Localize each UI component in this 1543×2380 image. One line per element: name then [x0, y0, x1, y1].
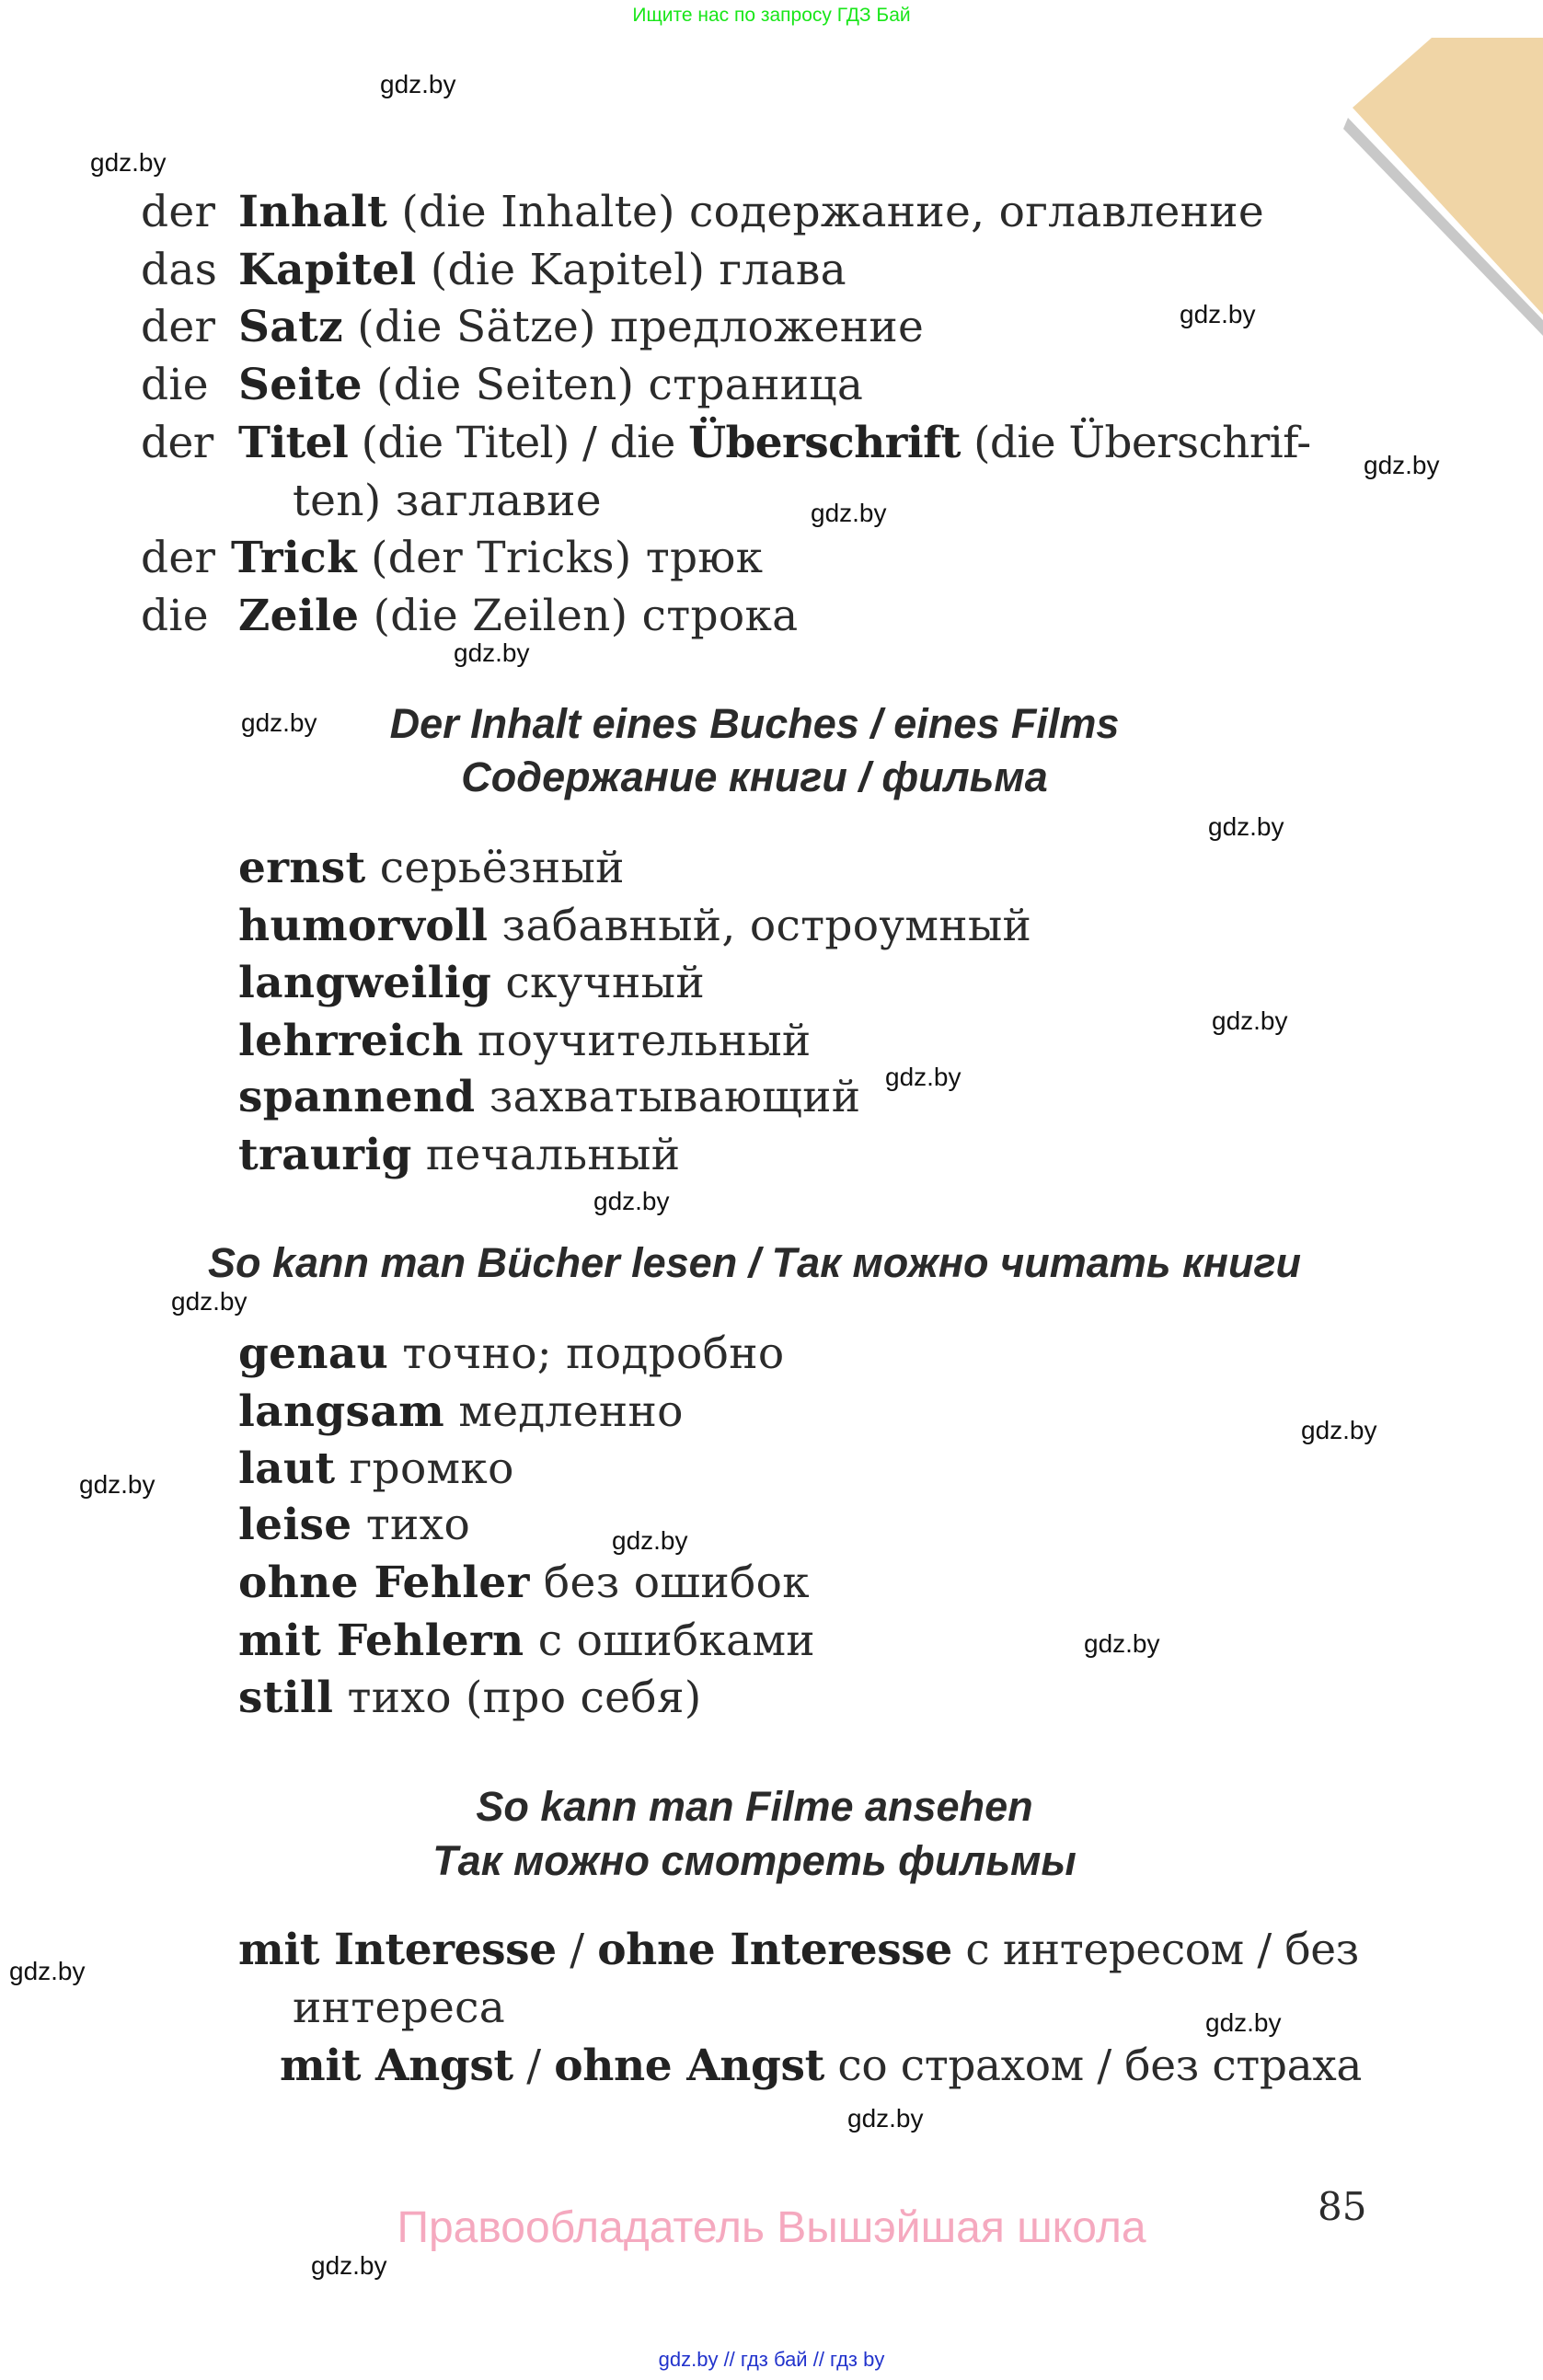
- translation: (die Zeilen) строка: [359, 591, 799, 641]
- vocab-line: [141, 416, 1311, 471]
- vocab-line: [141, 358, 863, 413]
- translation: (die Titel) / die: [348, 418, 689, 468]
- term: traurig: [238, 1130, 412, 1180]
- term: mit Interesse: [238, 1925, 557, 1975]
- translation: тихо: [351, 1500, 471, 1550]
- separator: /: [556, 1925, 598, 1975]
- watermark: gdz.by: [1212, 1006, 1288, 1035]
- watermark: gdz.by: [1364, 451, 1440, 479]
- term: Kapitel: [238, 245, 417, 295]
- watermark: gdz.by: [1084, 1629, 1160, 1658]
- translation: поучительный: [463, 1016, 812, 1066]
- article: der: [141, 187, 216, 237]
- vocab-line: [238, 1614, 815, 1669]
- term: Überschrift: [688, 418, 961, 468]
- translation: медленно: [444, 1386, 684, 1437]
- watermark: gdz.by: [811, 499, 887, 527]
- term: lehrreich: [238, 1016, 464, 1066]
- watermark: gdz.by: [380, 70, 456, 98]
- watermark: gdz.by: [9, 1957, 86, 1985]
- translation: печальный: [411, 1130, 681, 1180]
- translation: (die Sätze) предложение: [343, 302, 925, 352]
- translation: (die Kapitel) глава: [416, 245, 846, 295]
- translation: тихо (про себя): [333, 1673, 702, 1723]
- term: langweilig: [238, 958, 492, 1008]
- page-corner-decoration: [1325, 28, 1543, 340]
- vocab-line: [238, 899, 1031, 954]
- term: ohne Interesse: [597, 1925, 952, 1975]
- term: Trick: [231, 533, 357, 583]
- vocab-line: [238, 1671, 701, 1726]
- translation: без ошибок: [529, 1558, 810, 1608]
- translation: захватывающий: [475, 1072, 861, 1122]
- article: das: [141, 245, 218, 295]
- section-heading: So kann man Bücher lesen / Так можно читать книги: [208, 1239, 1301, 1286]
- article: der: [141, 302, 216, 352]
- vocab-line: [238, 956, 705, 1011]
- watermark: gdz.by: [1180, 300, 1256, 328]
- watermark: gdz.by: [593, 1187, 670, 1215]
- watermark: gdz.by: [847, 2104, 924, 2133]
- term: still: [238, 1673, 334, 1723]
- vocab-line: [141, 531, 763, 586]
- vocab-line: [238, 1070, 860, 1125]
- section-heading: Так можно смотреть фильмы: [432, 1837, 1077, 1884]
- separator: /: [512, 2041, 555, 2091]
- vocab-line-continuation: ten) заглавие: [293, 476, 602, 526]
- term: mit Fehlern: [238, 1615, 524, 1666]
- translation: (die Überschrif-: [960, 418, 1311, 468]
- section-heading: Der Inhalt eines Buches / eines Films: [389, 700, 1120, 747]
- term: leise: [238, 1500, 352, 1550]
- translation: с ошибками: [524, 1615, 815, 1666]
- term: mit Angst: [280, 2041, 513, 2091]
- term: langsam: [238, 1386, 445, 1437]
- article: die: [141, 591, 209, 641]
- translation: (die Seiten) страница: [362, 360, 864, 410]
- page-number: 85: [1318, 2184, 1367, 2229]
- translation: точно; подробно: [388, 1328, 785, 1379]
- vocab-line: [238, 1014, 812, 1069]
- watermark: gdz.by: [885, 1063, 961, 1091]
- watermark: gdz.by: [79, 1470, 155, 1499]
- term: humorvoll: [238, 901, 489, 951]
- vocab-line: [238, 1128, 680, 1183]
- vocab-line: [238, 1442, 514, 1497]
- vocab-line: [141, 185, 1264, 240]
- term: Zeile: [238, 591, 360, 641]
- article: der: [141, 533, 216, 583]
- watermark: gdz.by: [171, 1287, 248, 1316]
- footer-links[interactable]: gdz.by // гдз бай // гдз by: [658, 2348, 885, 2371]
- term: ernst: [238, 843, 366, 893]
- vocab-line: [238, 841, 625, 896]
- term: ohne Fehler: [238, 1558, 530, 1608]
- article: die: [141, 360, 209, 410]
- term: laut: [238, 1443, 336, 1494]
- term: Satz: [238, 302, 343, 352]
- translation: скучный: [491, 958, 705, 1008]
- watermark: gdz.by: [1205, 2008, 1282, 2037]
- term: Titel: [238, 418, 349, 468]
- vocab-line: [238, 1498, 470, 1553]
- translation: забавный, остроумный: [488, 901, 1032, 951]
- vocab-line-continuation: интереса: [293, 1983, 506, 2033]
- watermark: gdz.by: [612, 1526, 688, 1555]
- vocab-line: [238, 1556, 810, 1611]
- term: spannend: [238, 1072, 476, 1122]
- watermark: gdz.by: [454, 638, 530, 667]
- term: ohne Angst: [554, 2041, 824, 2091]
- vocab-line: [141, 300, 924, 355]
- term: Inhalt: [238, 187, 388, 237]
- watermark: gdz.by: [1301, 1416, 1377, 1444]
- watermark: gdz.by: [311, 2251, 387, 2280]
- translation: громко: [335, 1443, 514, 1494]
- vocab-line: [238, 1327, 784, 1382]
- watermark: gdz.by: [90, 148, 167, 177]
- section-heading: Содержание книги / фильма: [461, 753, 1048, 800]
- rights-holder-notice: Правообладатель Вышэйшая школа: [397, 2203, 1146, 2252]
- top-search-banner[interactable]: Ищите нас по запросу ГДЗ Бай: [632, 5, 911, 26]
- vocab-line: [238, 1385, 684, 1440]
- translation: (der Tricks) трюк: [356, 533, 764, 583]
- term: Seite: [238, 360, 363, 410]
- vocab-line: [238, 1923, 1359, 1978]
- vocab-line: [141, 243, 846, 298]
- translation: со страхом / без страха: [823, 2041, 1362, 2091]
- translation: серьёзный: [365, 843, 625, 893]
- translation: (die Inhalte) содержание, оглавление: [387, 187, 1264, 237]
- vocab-line: [280, 2039, 1362, 2094]
- watermark: gdz.by: [241, 708, 317, 737]
- article: der: [141, 418, 213, 468]
- translation: с интересом / без: [951, 1925, 1359, 1975]
- section-heading: So kann man Filme ansehen: [476, 1783, 1033, 1830]
- term: genau: [238, 1328, 389, 1379]
- vocab-line: [141, 589, 798, 644]
- watermark: gdz.by: [1208, 812, 1284, 841]
